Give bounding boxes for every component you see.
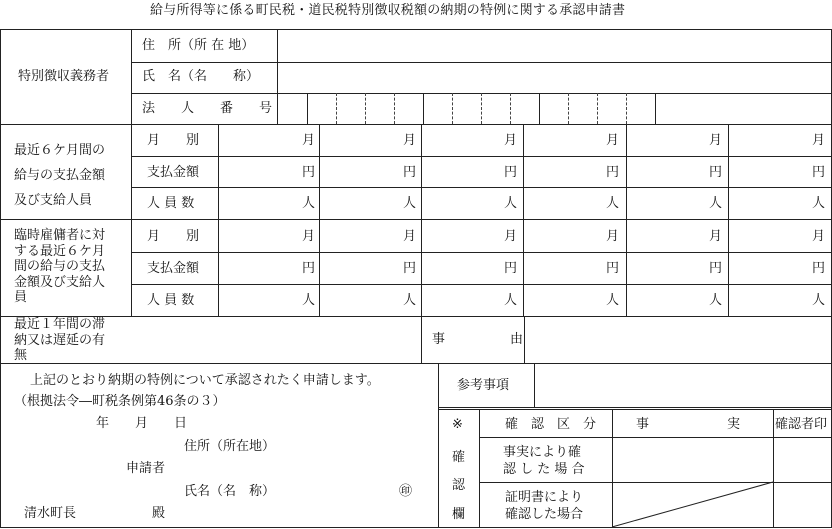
- temp6-amount-unit: 円: [606, 261, 620, 276]
- case-fact-label: [503, 444, 585, 478]
- obligor-section-label: 特別徴収義務者: [18, 69, 110, 84]
- rule: [421, 316, 422, 363]
- case-fact-line: 事実により確: [503, 445, 582, 460]
- recent6-people-unit: 人: [302, 196, 316, 211]
- temp6-month-input[interactable]: [321, 222, 400, 250]
- recent6-people-input[interactable]: [423, 189, 501, 217]
- recent6-month-unit: 月: [302, 133, 316, 148]
- recent6-people-input[interactable]: [628, 189, 706, 217]
- rule: [421, 124, 422, 316]
- applicant-name-label: 氏名（名 称）: [184, 484, 276, 499]
- rule: [523, 124, 524, 316]
- temp6-people-unit: 人: [606, 293, 620, 308]
- confirm-column-char: 欄: [452, 507, 466, 522]
- reference-field[interactable]: [535, 364, 831, 407]
- recent6-amount-unit: 円: [812, 165, 826, 180]
- recent6-amount-unit: 円: [606, 165, 620, 180]
- temp6-people-input[interactable]: [423, 286, 501, 314]
- recent6-people-input[interactable]: [730, 189, 809, 217]
- rule: [479, 437, 832, 438]
- recent6-label-line: 及び支給人員: [14, 193, 93, 208]
- rule: [479, 409, 480, 527]
- request-statement: 上記のとおり納期の特例について承認されたく申請します。: [30, 373, 380, 388]
- reason-label: 事 由: [432, 332, 524, 347]
- recent6-amount-input[interactable]: [423, 158, 501, 186]
- border-left: [0, 29, 1, 527]
- reason-field[interactable]: [525, 317, 831, 363]
- fact-header: 事 実: [636, 417, 741, 432]
- delinquency-label-line: 納又は遅延の有: [14, 332, 106, 348]
- temp6-people-input[interactable]: [730, 286, 809, 314]
- recent6-month-input[interactable]: [220, 126, 299, 154]
- applicant-label: 申請者: [126, 461, 166, 476]
- recent6-amount-unit: 円: [302, 165, 316, 180]
- recent6-month-input[interactable]: [525, 126, 603, 154]
- temp6-amount-input[interactable]: [628, 254, 706, 282]
- confirm-column-char: 認: [452, 478, 466, 493]
- temp6-month-unit: 月: [709, 229, 723, 244]
- delinquency-label-line: 無: [14, 348, 28, 363]
- temp6-month-input[interactable]: [220, 222, 299, 250]
- recent6-month-input[interactable]: [423, 126, 501, 154]
- recent6-month-unit: 月: [504, 133, 518, 148]
- recent6-people-input[interactable]: [525, 189, 603, 217]
- temp6-amount-input[interactable]: [423, 254, 501, 282]
- temp6-month-unit: 月: [302, 229, 316, 244]
- temp6-people-unit: 人: [709, 293, 723, 308]
- rule: [131, 252, 832, 253]
- request-date: 年 月 日: [96, 416, 188, 431]
- temp6-amount-unit: 円: [709, 261, 723, 276]
- border-bottom: [0, 527, 832, 528]
- delinquency-label-line: 最近１年間の滞: [14, 317, 106, 332]
- name-field[interactable]: [278, 63, 831, 93]
- rule: [131, 156, 832, 157]
- case-fact-line: 認 し た 場 合: [503, 462, 585, 477]
- rule: [131, 29, 132, 316]
- temp6-month-label: 月 別: [147, 229, 200, 244]
- recent6-month-input[interactable]: [628, 126, 706, 154]
- rule: [626, 124, 627, 316]
- delinquency-field[interactable]: [132, 317, 421, 363]
- case-certificate-line: 確認した場合: [505, 507, 584, 522]
- recent6-amount-input[interactable]: [525, 158, 603, 186]
- rule: [655, 93, 656, 124]
- legal-basis: （根拠法令―町税条例第46条の３）: [14, 394, 226, 409]
- temp6-amount-unit: 円: [504, 261, 518, 276]
- corporate-number-label: 法 人 番 号: [142, 101, 273, 116]
- temp6-amount-input[interactable]: [321, 254, 400, 282]
- rule: [131, 187, 832, 188]
- address-label: 住 所（所 在 地）: [142, 38, 255, 53]
- recent6-amount-input[interactable]: [730, 158, 809, 186]
- temp6-label-line: 員: [14, 290, 28, 305]
- temp6-amount-label: 支払金額: [147, 261, 200, 276]
- temp6-amount-input[interactable]: [220, 254, 299, 282]
- temp6-label-line: する最近６ケ月: [14, 243, 106, 259]
- delinquency-label: [14, 317, 105, 364]
- rule: [612, 409, 613, 527]
- temp6-amount-unit: 円: [302, 261, 316, 276]
- temp6-people-input[interactable]: [321, 286, 400, 314]
- office-use-mark: ※: [452, 417, 463, 432]
- rule: [438, 407, 832, 408]
- seal-icon: ㊞: [399, 484, 413, 499]
- rule: [479, 482, 832, 483]
- addressee-honorific: 殿: [152, 506, 166, 521]
- rule: [0, 124, 832, 125]
- temp6-people-label: 人 員 数: [147, 293, 195, 308]
- temp6-people-unit: 人: [302, 293, 316, 308]
- rule: [773, 409, 774, 527]
- recent6-people-unit: 人: [606, 196, 620, 211]
- recent6-amount-unit: 円: [403, 165, 417, 180]
- recent6-month-input[interactable]: [730, 126, 809, 154]
- confirmer-seal-header: 確認者印: [775, 417, 828, 432]
- recent6-people-unit: 人: [812, 196, 826, 211]
- corporate-number-field[interactable]: [308, 94, 655, 124]
- recent6-people-label: 人 員 数: [147, 196, 195, 211]
- recent6-people-unit: 人: [504, 196, 518, 211]
- temp6-month-input[interactable]: [525, 222, 603, 250]
- recent6-amount-input[interactable]: [321, 158, 400, 186]
- recent6-label-line: 給与の支払金額: [14, 168, 106, 183]
- confirm-type-header: 確 認 区 分: [505, 417, 597, 432]
- addressee-town: 清水町長: [24, 506, 77, 521]
- temp6-people-unit: 人: [812, 293, 826, 308]
- recent6-label: [14, 138, 105, 213]
- temp6-amount-unit: 円: [403, 261, 417, 276]
- temp6-amount-unit: 円: [812, 261, 826, 276]
- recent6-people-input[interactable]: [321, 189, 400, 217]
- rule: [728, 124, 729, 316]
- rule: [438, 363, 439, 527]
- recent6-month-unit: 月: [606, 133, 620, 148]
- temp6-amount-input[interactable]: [525, 254, 603, 282]
- recent6-month-label: 月 別: [147, 133, 200, 148]
- case-certificate-label: [505, 489, 583, 523]
- rule: [218, 124, 219, 316]
- recent6-people-unit: 人: [709, 196, 723, 211]
- recent6-amount-label: 支払金額: [147, 165, 200, 180]
- recent6-people-unit: 人: [403, 196, 417, 211]
- name-label: 氏 名（名 称）: [142, 69, 260, 84]
- temp6-month-input[interactable]: [628, 222, 706, 250]
- case-certificate-line: 証明書により: [505, 490, 584, 505]
- recent6-amount-input[interactable]: [220, 158, 299, 186]
- recent6-amount-unit: 円: [504, 165, 518, 180]
- temp6-people-unit: 人: [403, 293, 417, 308]
- temp6-people-unit: 人: [504, 293, 518, 308]
- temp6-label-line: 臨時雇傭者に対: [14, 228, 106, 243]
- rule: [0, 219, 832, 220]
- confirm-column-char: 確: [452, 450, 466, 465]
- applicant-address-label: 住所（所在地）: [184, 439, 276, 454]
- rule: [131, 284, 832, 285]
- recent6-month-unit: 月: [403, 133, 417, 148]
- recent6-month-unit: 月: [709, 133, 723, 148]
- address-field[interactable]: [278, 30, 831, 62]
- recent6-amount-input[interactable]: [628, 158, 706, 186]
- recent6-label-line: 最近６ケ月間の: [14, 143, 106, 158]
- temp6-month-input[interactable]: [730, 222, 809, 250]
- temp6-people-input[interactable]: [628, 286, 706, 314]
- recent6-people-input[interactable]: [220, 189, 299, 217]
- temp6-month-input[interactable]: [423, 222, 501, 250]
- rule: [319, 124, 320, 316]
- recent6-amount-unit: 円: [709, 165, 723, 180]
- reference-label: 参考事項: [457, 378, 510, 393]
- temp6-month-unit: 月: [403, 229, 417, 244]
- temp6-label-line: 間の給与の支払: [14, 259, 106, 274]
- temp6-month-unit: 月: [812, 229, 826, 244]
- temp6-amount-input[interactable]: [730, 254, 809, 282]
- temp6-month-unit: 月: [606, 229, 620, 244]
- temp6-label-line: 金額及び支給人: [14, 274, 106, 290]
- recent6-month-input[interactable]: [321, 126, 400, 154]
- temp6-people-input[interactable]: [525, 286, 603, 314]
- recent6-month-unit: 月: [812, 133, 826, 148]
- temp6-people-input[interactable]: [220, 286, 299, 314]
- temp6-month-unit: 月: [504, 229, 518, 244]
- form-title: 給与所得等に係る町民税・道民税特別徴収税額の納期の特例に関する承認申請書: [150, 3, 626, 18]
- temp6-label: [14, 228, 105, 306]
